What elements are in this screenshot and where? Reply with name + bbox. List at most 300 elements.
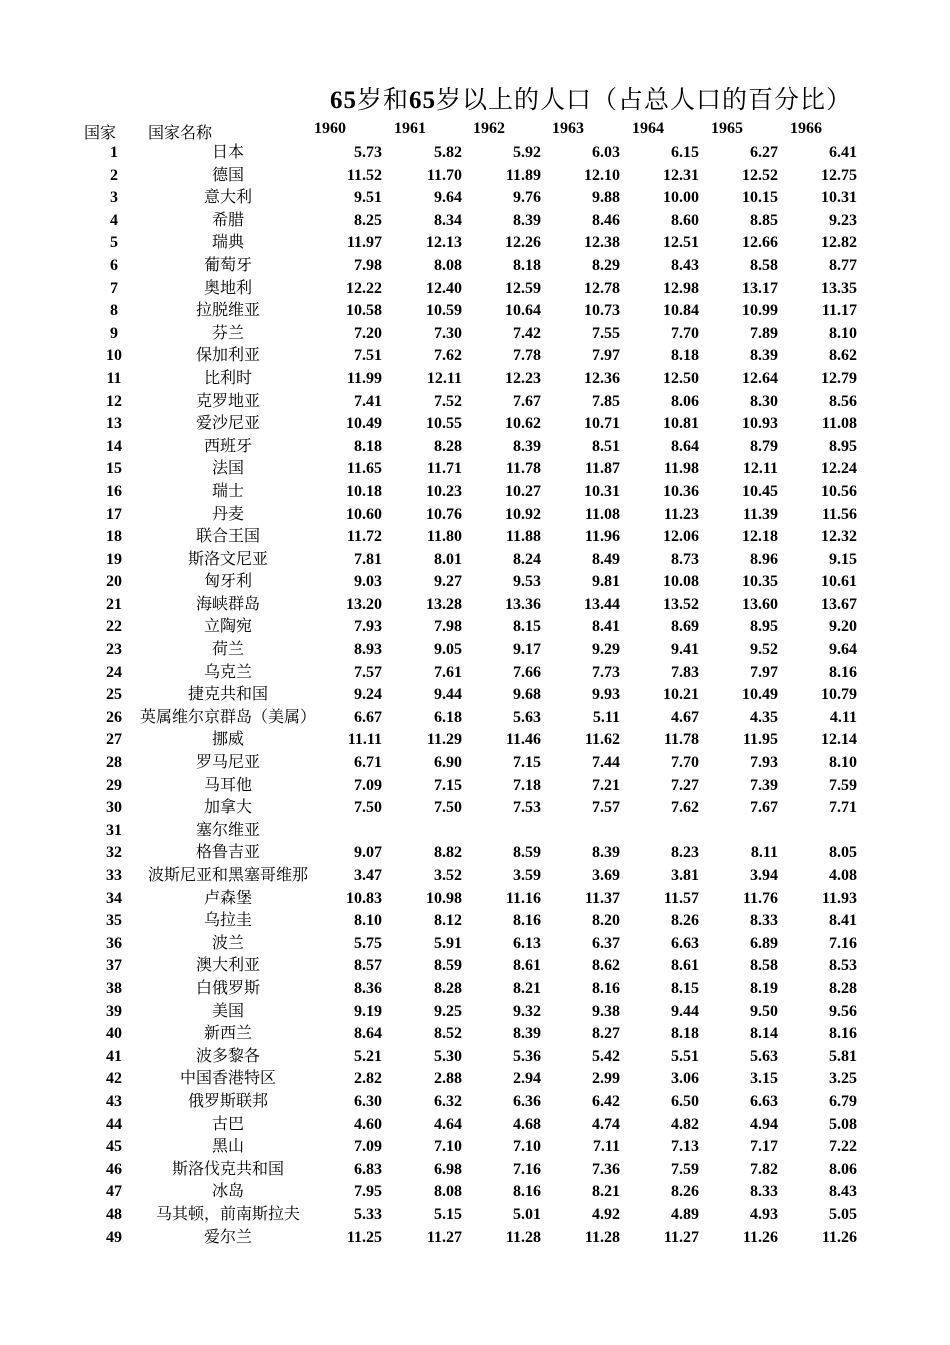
- value-cell: 8.58: [750, 957, 778, 975]
- value-cell: 5.51: [671, 1047, 699, 1065]
- country-name: 爱沙尼亚: [195, 415, 260, 433]
- value-cell: 9.07: [354, 844, 382, 862]
- value-cell: 11.11: [347, 731, 382, 749]
- table-row: [0, 729, 950, 752]
- row-index: 37: [106, 957, 122, 975]
- value-cell: 8.10: [354, 912, 382, 930]
- country-name: 比利时: [203, 369, 252, 387]
- country-name: 中国香港特区: [179, 1070, 276, 1088]
- row-index: 7: [110, 279, 118, 297]
- value-cell: 8.18: [671, 1025, 699, 1043]
- country-name: 克罗地亚: [195, 392, 260, 410]
- value-cell: 8.18: [354, 437, 382, 455]
- value-cell: 11.16: [505, 889, 541, 907]
- value-cell: 13.17: [742, 279, 778, 297]
- value-cell: 10.00: [663, 189, 699, 207]
- value-cell: 8.34: [434, 211, 462, 229]
- value-cell: 11.26: [742, 1228, 778, 1246]
- value-cell: 5.36: [513, 1047, 541, 1065]
- value-cell: 2.82: [354, 1070, 382, 1088]
- value-cell: 7.81: [354, 550, 382, 568]
- row-index: 18: [106, 528, 122, 546]
- value-cell: 9.64: [829, 641, 857, 659]
- value-cell: 8.96: [750, 550, 778, 568]
- value-cell: 10.35: [742, 573, 778, 591]
- row-index: 40: [106, 1025, 122, 1043]
- row-index: 31: [106, 821, 122, 839]
- value-cell: 3.25: [829, 1070, 857, 1088]
- country-name: 美国: [211, 1002, 244, 1020]
- value-cell: 8.85: [750, 211, 778, 229]
- table-row: [0, 820, 950, 843]
- country-name: 乌拉圭: [203, 912, 252, 930]
- value-cell: 11.78: [663, 731, 699, 749]
- value-cell: 7.67: [513, 392, 541, 410]
- value-cell: 3.15: [750, 1070, 778, 1088]
- value-cell: 12.23: [505, 369, 541, 387]
- row-index: 45: [106, 1138, 122, 1156]
- value-cell: 11.98: [663, 460, 699, 478]
- value-cell: 7.22: [829, 1138, 857, 1156]
- value-cell: 8.01: [434, 550, 462, 568]
- table-row: [0, 323, 950, 346]
- value-cell: 11.39: [742, 505, 778, 523]
- value-cell: 10.60: [346, 505, 382, 523]
- value-cell: 7.10: [434, 1138, 462, 1156]
- value-cell: 10.71: [584, 415, 620, 433]
- value-cell: 8.41: [829, 912, 857, 930]
- row-index: 44: [106, 1115, 122, 1133]
- value-cell: 12.32: [821, 528, 857, 546]
- row-index: 36: [106, 934, 122, 952]
- row-index: 20: [106, 573, 122, 591]
- table-row: [0, 232, 950, 255]
- country-name: 马其顿，前南斯拉夫: [155, 1205, 300, 1223]
- value-cell: 11.27: [426, 1228, 462, 1246]
- value-cell: 3.81: [671, 867, 699, 884]
- row-index: 26: [106, 708, 122, 726]
- column-header-year: 1960: [314, 120, 346, 137]
- value-cell: 8.93: [354, 641, 382, 659]
- value-cell: 10.58: [346, 302, 382, 320]
- value-cell: 6.03: [592, 144, 620, 161]
- value-cell: 7.73: [592, 663, 620, 681]
- value-cell: 11.37: [584, 889, 620, 907]
- value-cell: 7.59: [829, 776, 857, 794]
- value-cell: 12.98: [663, 279, 699, 297]
- value-cell: 7.57: [354, 663, 382, 681]
- value-cell: 12.40: [426, 279, 462, 297]
- value-cell: 10.84: [663, 302, 699, 320]
- country-name: 捷克共和国: [187, 686, 268, 704]
- value-cell: 6.63: [671, 934, 699, 952]
- value-cell: 10.49: [742, 686, 778, 704]
- value-cell: 8.12: [434, 912, 462, 930]
- value-cell: 11.25: [346, 1228, 382, 1246]
- value-cell: 13.52: [663, 595, 699, 613]
- value-cell: 6.83: [354, 1160, 382, 1178]
- value-cell: 5.33: [354, 1205, 382, 1223]
- value-cell: 6.32: [434, 1092, 462, 1110]
- table-row: [0, 255, 950, 278]
- country-name: 丹麦: [211, 505, 244, 523]
- value-cell: 11.28: [505, 1228, 541, 1246]
- table-row: [0, 413, 950, 436]
- value-cell: 8.62: [829, 347, 857, 365]
- value-cell: 6.67: [354, 708, 382, 726]
- country-name: 保加利亚: [195, 347, 260, 365]
- value-cell: 6.36: [513, 1092, 541, 1110]
- value-cell: 10.99: [742, 302, 778, 320]
- value-cell: 7.83: [671, 663, 699, 681]
- title-text-part: 岁以上的人口（占总人口的百分比）: [436, 87, 853, 114]
- table-row: [0, 1159, 950, 1182]
- row-index: 3: [110, 189, 118, 207]
- country-name: 意大利: [203, 189, 252, 207]
- value-cell: 8.39: [750, 347, 778, 365]
- column-header-name: 国家名称: [148, 125, 213, 142]
- value-cell: 10.45: [742, 482, 778, 500]
- country-name: 瑞士: [211, 482, 244, 500]
- value-cell: 7.18: [513, 776, 541, 794]
- row-index: 17: [106, 505, 122, 523]
- value-cell: 10.61: [821, 573, 857, 591]
- value-cell: 11.56: [821, 505, 857, 523]
- value-cell: 12.11: [426, 369, 462, 387]
- value-cell: 7.39: [750, 776, 778, 794]
- table-row: [0, 278, 950, 301]
- table-row: [0, 210, 950, 233]
- value-cell: 9.93: [592, 686, 620, 704]
- country-name: 塞尔维亚: [195, 821, 260, 839]
- value-cell: 6.98: [434, 1160, 462, 1178]
- value-cell: 11.27: [663, 1228, 699, 1246]
- value-cell: 8.61: [513, 957, 541, 975]
- table-header: [0, 120, 950, 142]
- value-cell: 5.21: [354, 1047, 382, 1065]
- table-row: [0, 165, 950, 188]
- value-cell: 7.15: [513, 754, 541, 772]
- value-cell: 8.41: [592, 618, 620, 636]
- country-name: 俄罗斯联邦: [187, 1092, 268, 1110]
- value-cell: 9.17: [513, 641, 541, 659]
- table-row: [0, 955, 950, 978]
- value-cell: 8.59: [434, 957, 462, 975]
- value-cell: 9.20: [829, 618, 857, 636]
- value-cell: 9.50: [750, 1002, 778, 1020]
- value-cell: 11.23: [663, 505, 699, 523]
- country-name: 奥地利: [203, 279, 252, 297]
- value-cell: 6.71: [354, 754, 382, 772]
- value-cell: 9.81: [592, 573, 620, 591]
- value-cell: 6.63: [750, 1092, 778, 1110]
- value-cell: 8.56: [829, 392, 857, 410]
- value-cell: 10.73: [584, 302, 620, 320]
- column-header-year: 1964: [632, 120, 664, 137]
- value-cell: 4.74: [592, 1115, 620, 1133]
- value-cell: 7.44: [592, 754, 620, 772]
- column-header-year: 1966: [790, 120, 822, 137]
- column-header-index: 国家: [84, 125, 117, 142]
- table-row: [0, 1091, 950, 1114]
- value-cell: 4.64: [434, 1115, 462, 1133]
- value-cell: 7.09: [354, 776, 382, 794]
- value-cell: 8.19: [750, 979, 778, 997]
- value-cell: 7.36: [592, 1160, 620, 1178]
- value-cell: 8.59: [513, 844, 541, 862]
- value-cell: 7.16: [513, 1160, 541, 1178]
- value-cell: 7.85: [592, 392, 620, 410]
- value-cell: 10.81: [663, 415, 699, 433]
- value-cell: 4.92: [592, 1205, 620, 1223]
- country-name: 西班牙: [203, 437, 252, 455]
- table-row: [0, 775, 950, 798]
- value-cell: 7.41: [354, 392, 382, 410]
- value-cell: 7.10: [513, 1138, 541, 1156]
- value-cell: 8.52: [434, 1025, 462, 1043]
- value-cell: 11.08: [584, 505, 620, 523]
- value-cell: 7.61: [434, 663, 462, 681]
- value-cell: 7.51: [354, 347, 382, 365]
- title-text-part: 岁和: [357, 87, 410, 114]
- value-cell: 7.16: [829, 934, 857, 952]
- value-cell: 6.50: [671, 1092, 699, 1110]
- value-cell: 8.11: [750, 844, 778, 862]
- row-index: 23: [106, 641, 122, 659]
- value-cell: 8.39: [513, 211, 541, 229]
- value-cell: 7.17: [750, 1138, 778, 1156]
- value-cell: 8.39: [513, 437, 541, 455]
- country-name: 芬兰: [211, 324, 244, 342]
- row-index: 33: [106, 867, 122, 884]
- value-cell: 5.91: [434, 934, 462, 952]
- value-cell: 5.82: [434, 144, 462, 161]
- value-cell: 10.49: [346, 415, 382, 433]
- value-cell: 8.39: [592, 844, 620, 862]
- value-cell: 8.26: [671, 912, 699, 930]
- table-row: [0, 662, 950, 685]
- row-index: 47: [106, 1183, 122, 1201]
- table-row: [0, 842, 950, 865]
- value-cell: 11.28: [584, 1228, 620, 1246]
- value-cell: 8.15: [671, 979, 699, 997]
- value-cell: 3.69: [592, 867, 620, 884]
- table-row: [0, 345, 950, 368]
- value-cell: 12.06: [663, 528, 699, 546]
- row-index: 27: [106, 731, 122, 749]
- value-cell: 8.73: [671, 550, 699, 568]
- value-cell: 6.13: [513, 934, 541, 952]
- value-cell: 4.82: [671, 1115, 699, 1133]
- value-cell: 12.82: [821, 234, 857, 252]
- value-cell: 9.19: [354, 1002, 382, 1020]
- value-cell: 8.49: [592, 550, 620, 568]
- value-cell: 10.56: [821, 482, 857, 500]
- value-cell: 8.16: [592, 979, 620, 997]
- value-cell: 7.27: [671, 776, 699, 794]
- country-name: 瑞典: [211, 234, 244, 252]
- value-cell: 12.11: [742, 460, 778, 478]
- row-index: 10: [106, 347, 122, 365]
- row-index: 43: [106, 1092, 122, 1110]
- value-cell: 8.08: [434, 256, 462, 274]
- table-row: [0, 707, 950, 730]
- value-cell: 8.21: [513, 979, 541, 997]
- value-cell: 4.67: [671, 708, 699, 726]
- row-index: 1: [110, 144, 118, 161]
- value-cell: 10.64: [505, 302, 541, 320]
- column-header-year: 1961: [394, 120, 426, 137]
- value-cell: 8.62: [592, 957, 620, 975]
- country-name: 爱尔兰: [203, 1228, 252, 1246]
- table-row: [0, 797, 950, 820]
- value-cell: 13.44: [584, 595, 620, 613]
- table-row: [0, 368, 950, 391]
- country-name: 拉脱维亚: [195, 302, 260, 320]
- table-row: [0, 978, 950, 1001]
- value-cell: 2.94: [513, 1070, 541, 1088]
- value-cell: 11.08: [821, 415, 857, 433]
- value-cell: 8.51: [592, 437, 620, 455]
- value-cell: 7.97: [750, 663, 778, 681]
- row-index: 41: [106, 1047, 122, 1065]
- value-cell: 8.16: [513, 1183, 541, 1201]
- value-cell: 8.36: [354, 979, 382, 997]
- value-cell: 9.32: [513, 1002, 541, 1020]
- value-cell: 5.11: [592, 708, 620, 726]
- table-row: [0, 910, 950, 933]
- value-cell: 10.23: [426, 482, 462, 500]
- row-index: 15: [106, 460, 122, 478]
- value-cell: 8.64: [671, 437, 699, 455]
- value-cell: 8.95: [829, 437, 857, 455]
- value-cell: 7.09: [354, 1138, 382, 1156]
- value-cell: 8.23: [671, 844, 699, 862]
- table-row: [0, 1046, 950, 1069]
- value-cell: 7.66: [513, 663, 541, 681]
- row-index: 28: [106, 754, 122, 772]
- country-name: 联合王国: [195, 528, 260, 546]
- value-cell: 8.79: [750, 437, 778, 455]
- table-row: [0, 1181, 950, 1204]
- value-cell: 9.64: [434, 189, 462, 207]
- value-cell: 12.14: [821, 731, 857, 749]
- value-cell: 13.36: [505, 595, 541, 613]
- value-cell: 13.60: [742, 595, 778, 613]
- value-cell: 8.95: [750, 618, 778, 636]
- value-cell: 11.99: [346, 369, 382, 387]
- table-row: [0, 639, 950, 662]
- value-cell: 7.95: [354, 1183, 382, 1201]
- value-cell: 9.44: [671, 1002, 699, 1020]
- value-cell: 9.23: [829, 211, 857, 229]
- value-cell: 8.28: [434, 979, 462, 997]
- value-cell: 9.56: [829, 1002, 857, 1020]
- value-cell: 7.20: [354, 324, 382, 342]
- country-name: 斯洛文尼亚: [187, 550, 268, 568]
- country-name: 波兰: [211, 934, 244, 952]
- value-cell: 8.24: [513, 550, 541, 568]
- value-cell: 10.76: [426, 505, 462, 523]
- value-cell: 8.43: [671, 256, 699, 274]
- table-row: [0, 481, 950, 504]
- table-row: [0, 888, 950, 911]
- value-cell: 5.42: [592, 1047, 620, 1065]
- country-name: 乌克兰: [203, 663, 252, 681]
- value-cell: 8.14: [750, 1025, 778, 1043]
- row-index: 46: [106, 1160, 122, 1178]
- table-row: [0, 187, 950, 210]
- row-index: 5: [110, 234, 118, 252]
- value-cell: 8.18: [513, 256, 541, 274]
- value-cell: 8.39: [513, 1025, 541, 1043]
- value-cell: 12.18: [742, 528, 778, 546]
- value-cell: 12.51: [663, 234, 699, 252]
- table-row: [0, 1204, 950, 1227]
- value-cell: 12.52: [742, 166, 778, 184]
- country-name: 波多黎各: [195, 1047, 260, 1065]
- column-header-year: 1962: [473, 120, 505, 137]
- country-name: 匈牙利: [203, 573, 252, 591]
- value-cell: 5.81: [829, 1047, 857, 1065]
- value-cell: 11.80: [426, 528, 462, 546]
- value-cell: 8.20: [592, 912, 620, 930]
- value-cell: 7.57: [592, 799, 620, 817]
- value-cell: 8.43: [829, 1183, 857, 1201]
- table-row: [0, 391, 950, 414]
- value-cell: 6.15: [671, 144, 699, 161]
- value-cell: 11.52: [346, 166, 382, 184]
- country-name: 白俄罗斯: [195, 979, 260, 997]
- value-cell: 7.13: [671, 1138, 699, 1156]
- value-cell: 9.88: [592, 189, 620, 207]
- table-row: [0, 458, 950, 481]
- country-name: 荷兰: [211, 641, 244, 659]
- value-cell: 12.78: [584, 279, 620, 297]
- value-cell: 11.71: [426, 460, 462, 478]
- table-row: [0, 1068, 950, 1091]
- value-cell: 4.08: [829, 867, 857, 884]
- value-cell: 3.47: [354, 867, 382, 884]
- value-cell: 12.66: [742, 234, 778, 252]
- value-cell: 11.29: [426, 731, 462, 749]
- value-cell: 8.06: [671, 392, 699, 410]
- value-cell: 8.33: [750, 912, 778, 930]
- value-cell: 10.92: [505, 505, 541, 523]
- value-cell: 7.59: [671, 1160, 699, 1178]
- value-cell: 12.38: [584, 234, 620, 252]
- table-row: [0, 549, 950, 572]
- value-cell: 8.61: [671, 957, 699, 975]
- value-cell: 13.35: [821, 279, 857, 297]
- value-cell: 9.24: [354, 686, 382, 704]
- country-name: 海峡群岛: [195, 595, 260, 613]
- country-name: 卢森堡: [203, 889, 252, 907]
- value-cell: 12.64: [742, 369, 778, 387]
- value-cell: 6.37: [592, 934, 620, 952]
- value-cell: 5.30: [434, 1047, 462, 1065]
- value-cell: 10.08: [663, 573, 699, 591]
- value-cell: 12.26: [505, 234, 541, 252]
- value-cell: 5.92: [513, 144, 541, 161]
- value-cell: 4.35: [750, 708, 778, 726]
- title-age-number: 65: [409, 87, 437, 114]
- value-cell: 8.64: [354, 1025, 382, 1043]
- value-cell: 9.29: [592, 641, 620, 659]
- value-cell: 9.27: [434, 573, 462, 591]
- value-cell: 5.63: [750, 1047, 778, 1065]
- country-name: 格鲁吉亚: [195, 844, 260, 862]
